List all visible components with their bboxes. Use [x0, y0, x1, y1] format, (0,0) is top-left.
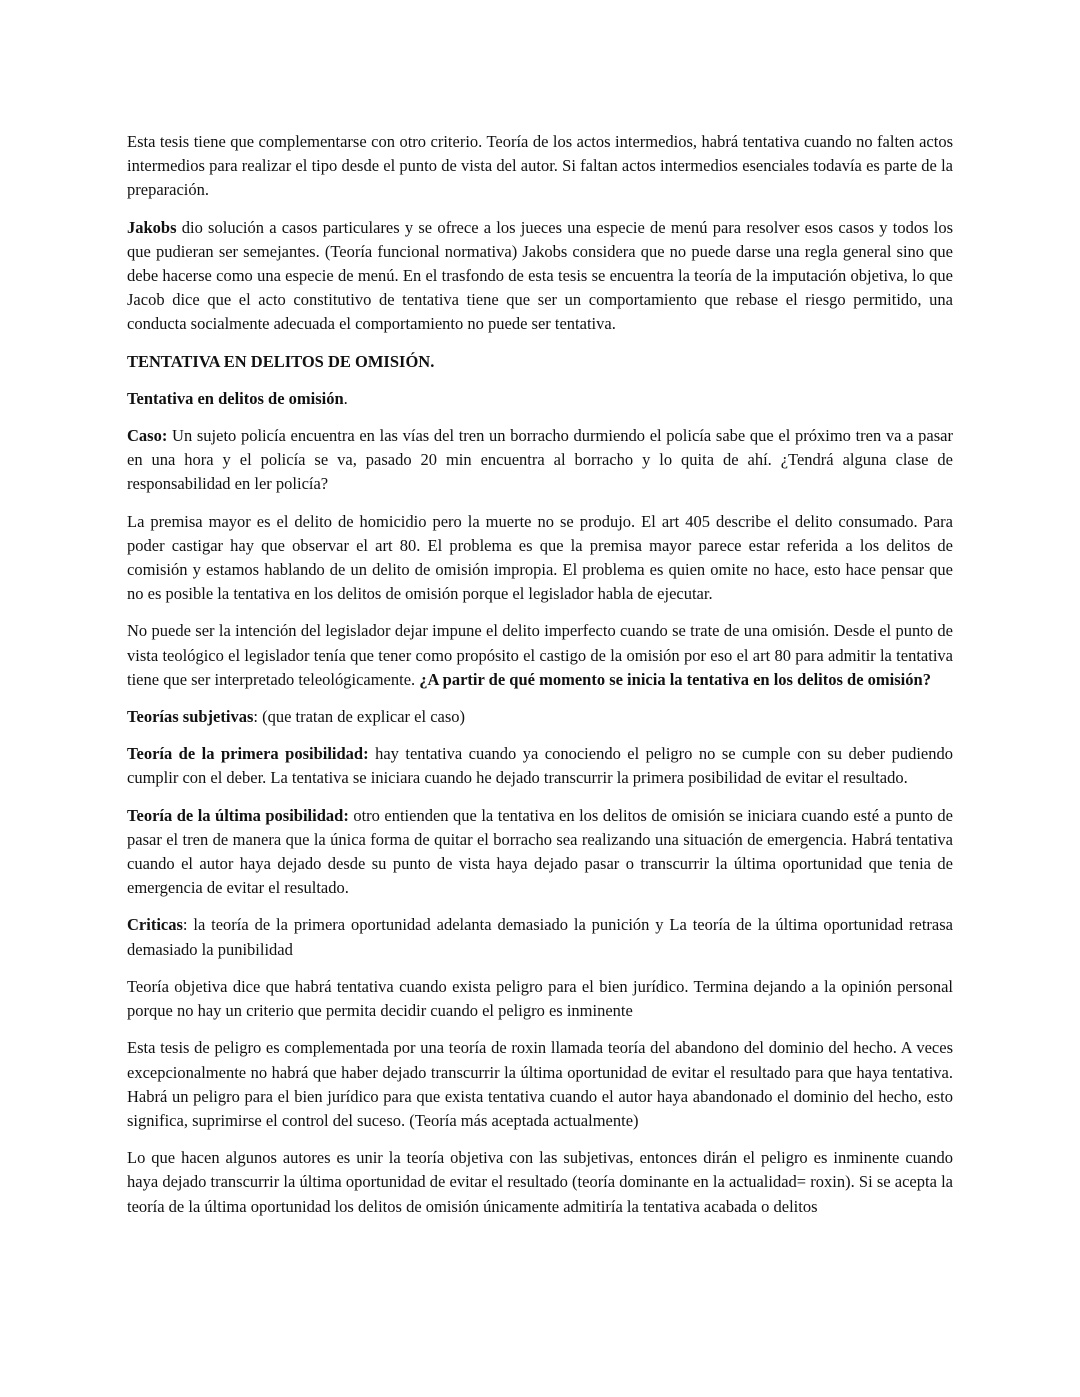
- jakobs-label: Jakobs: [127, 217, 177, 237]
- section-heading: [127, 350, 953, 374]
- criticas-label: Criticas: [127, 915, 183, 935]
- subjetivas-label: Teorías subjetivas: [127, 707, 254, 727]
- paragraph-text: dio solución a casos particulares y se ofrece a los jueces una especie de menú para resolver esos casos y todos los que pudieran ser semejantes. (Teoría funcional normativa) Jakobs considera que no puede darse una regla general sino que debe hacerse como una especie de menú. En el trasfondo de esta tesis se encuentra la teoría de la imputación objetiva, lo que Jacob dice que el acto constitutivo de tentativa tiene que ser un comportamiento que rebase el riesgo permitido, una conducta socialmente adecuada el comportamiento no puede ser tentativa.: [127, 217, 953, 334]
- paragraph-text: Teoría objetiva dice que habrá tentativa cuando exista peligro para el bien jurídico. Termina dejando a la opinión personal porque no hay un criterio que permita decidir cuando el peligro es inminente: [127, 976, 953, 1021]
- paragraph-actos-intermedios: [127, 130, 953, 203]
- paragraph-criticas: [127, 913, 953, 961]
- paragraph-unir-teorias: [127, 1146, 953, 1219]
- paragraph-roxin: [127, 1036, 953, 1133]
- question-bold: ¿A partir de qué momento se inicia la tentativa en los delitos de omisión?: [419, 669, 931, 689]
- paragraph-text: : (que tratan de explicar el caso): [253, 707, 466, 727]
- paragraph-premisa: [127, 510, 953, 607]
- primera-label: Teoría de la primera posibilidad:: [127, 744, 369, 764]
- caso-label: Caso:: [127, 426, 168, 446]
- paragraph-teoria-objetiva: [127, 975, 953, 1023]
- paragraph-ultima-posibilidad: [127, 804, 953, 901]
- subheading-text: Tentativa en delitos de omisión: [127, 388, 344, 408]
- paragraph-text: hay tentativa cuando ya conociendo el peligro no se cumple con su deber pudiendo cumplir con el deber. La tentativa se iniciara cuando he dejado transcurrir la primera posibilidad de evitar el resultado.: [127, 744, 954, 788]
- paragraph-text: La premisa mayor es el delito de homicidio pero la muerte no se produjo. El art 405 describe el delito consumado. Para poder castigar hay que observar el art 80. El problema es que la premisa mayor parece estar referida a los delitos de comisión y estamos hablando de un delito de omisión impropia. El problema es quien omite no hace, esto hace pensar que no es posible la tentativa en los delitos de omisión porque el legislador habla de ejecutar.: [127, 511, 953, 604]
- paragraph-text: otro entienden que la tentativa en los delitos de omisión se iniciara cuando esté a punto de pasar el tren de manera que la única forma de quitar el borracho sea realizando una situación de emergencia. Habrá tentativa cuando el autor haya dejado desde su punto de vista haya dejado pasar o transcurrir la última oportunidad que tenia de emergencia de evitar el resultado.: [127, 805, 953, 898]
- paragraph-text: Lo que hacen algunos autores es unir la teoría objetiva con las subjetivas, entonces dirán el peligro es inminente cuando haya dejado transcurrir la última oportunidad de evitar el resultado (teoría dominante en la actualidad= roxin). Si se acepta la teoría de la última oportunidad los delitos de omisión únicamente admitiría la tentativa acabada o delitos: [127, 1148, 953, 1216]
- document-page: [127, 130, 953, 1232]
- paragraph-jakobs: [127, 216, 953, 337]
- subheading-period: .: [343, 388, 348, 408]
- paragraph-teorias-subjetivas: [127, 705, 953, 729]
- section-heading-text: TENTATIVA EN DELITOS DE OMISIÓN.: [127, 351, 435, 371]
- paragraph-primera-posibilidad: [127, 742, 953, 790]
- ultima-label: Teoría de la última posibilidad:: [127, 805, 349, 825]
- paragraph-intencion: [127, 619, 953, 692]
- paragraph-text: Un sujeto policía encuentra en las vías del tren un borracho durmiendo el policía sabe que el próximo tren va a pasar en una hora y el policía se va, pasado 20 min encuentra al borracho y lo quita de ahí. ¿Tendrá alguna clase de responsabilidad en ler policía?: [127, 426, 953, 494]
- paragraph-text: Esta tesis de peligro es complementada por una teoría de roxin llamada teoría del abandono del dominio del hecho. A veces excepcionalmente no habrá que haber dejado transcurrir la última oportunidad de evitar el resultado para que haya tentativa. Habrá un peligro para el bien jurídico para que exista tentativa cuando el autor haya abandonado el dominio del hecho, esto significa, suprimirse el control del suceso. (Teoría más aceptada actualmente): [127, 1038, 953, 1130]
- paragraph-caso: [127, 424, 953, 497]
- subheading: [127, 387, 953, 411]
- paragraph-text: No puede ser la intención del legislador dejar impune el delito imperfecto cuando se trate de una omisión. Desde el punto de vista teológico el legislador tenía que tener como propósito el castigo de la omisión por eso el art 80 para admitir la tentativa tiene que ser interpretado teleológicamente.: [127, 621, 953, 689]
- paragraph-text: Esta tesis tiene que complementarse con otro criterio. Teoría de los actos intermedios, habrá tentativa cuando no falten actos intermedios para realizar el tipo desde el punto de vista del autor. Si faltan actos intermedios esenciales todavía es parte de la preparación.: [127, 132, 953, 200]
- paragraph-text: : la teoría de la primera oportunidad adelanta demasiado la punición y La teoría de la última oportunidad retrasa demasiado la punibilidad: [127, 915, 953, 959]
